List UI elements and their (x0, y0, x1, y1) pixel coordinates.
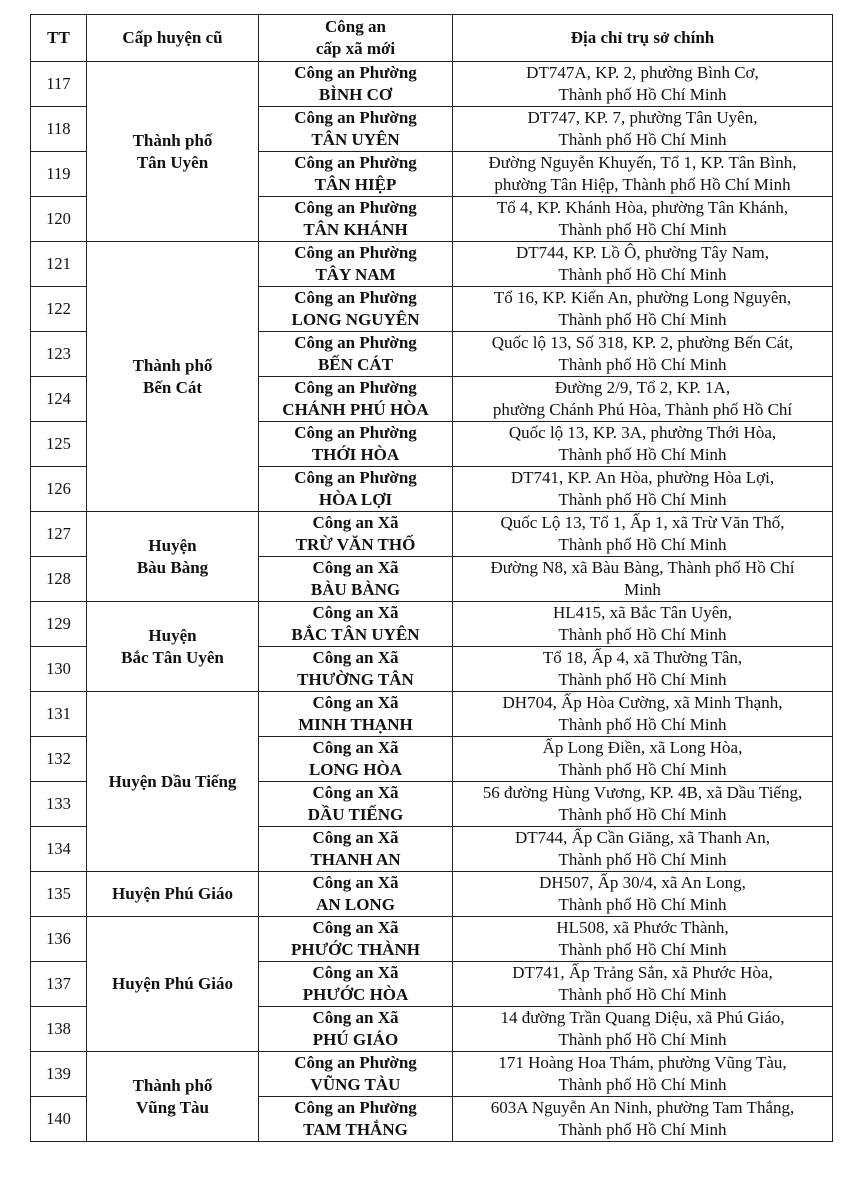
headquarters-address-cell (453, 1052, 833, 1097)
table-row (31, 242, 833, 287)
commune-name: THỚI HÒA (311, 445, 400, 464)
row-number: 133 (31, 782, 87, 827)
address-line: HL415, xã Bắc Tân Uyên, (552, 603, 733, 622)
commune-police-type: Công an Phường (294, 198, 417, 217)
commune-name: CHÁNH PHÚ HÒA (282, 400, 429, 419)
headquarters-address-cell (453, 917, 833, 962)
old-district-name: Huyện Phú Giáo (112, 974, 233, 993)
commune-name: BÌNH CƠ (318, 85, 393, 104)
commune-police-type: Công an Phường (294, 423, 417, 442)
address-line: 14 đường Trần Quang Diệu, xã Phú Giáo, (500, 1008, 785, 1027)
headquarters-address-cell (453, 152, 833, 197)
headquarters-address-cell (453, 512, 833, 557)
new-commune-police-cell (259, 1052, 453, 1097)
address-line: Quốc lộ 13, Số 318, KP. 2, phường Bến Cát, (491, 333, 794, 352)
address-line: Thành phố Hồ Chí Minh (558, 895, 727, 914)
commune-police-type: Công an Phường (294, 378, 417, 397)
address-line: Thành phố Hồ Chí Minh (558, 1120, 727, 1139)
commune-police-type: Công an Phường (294, 288, 417, 307)
commune-police-type: Công an Xã (312, 918, 399, 937)
row-number: 119 (31, 152, 87, 197)
commune-name: HÒA LỢI (318, 490, 393, 509)
address-line: DH507, Ấp 30/4, xã An Long, (539, 873, 746, 892)
row-number: 136 (31, 917, 87, 962)
new-commune-police-cell (259, 782, 453, 827)
address-line: DT744, KP. Lồ Ô, phường Tây Nam, (515, 243, 770, 262)
commune-name: PHƯỚC THÀNH (291, 940, 420, 959)
commune-police-type: Công an Phường (294, 63, 417, 82)
table-row (31, 872, 833, 917)
new-commune-police-cell (259, 62, 453, 107)
address-line: Thành phố Hồ Chí Minh (558, 670, 727, 689)
address-line: Thành phố Hồ Chí Minh (558, 805, 727, 824)
address-line: Thành phố Hồ Chí Minh (558, 1030, 727, 1049)
headquarters-address-cell (453, 287, 833, 332)
new-commune-police-cell (259, 557, 453, 602)
address-line: Thành phố Hồ Chí Minh (558, 490, 727, 509)
address-line: Thành phố Hồ Chí Minh (558, 1075, 727, 1094)
old-district-cell (87, 917, 259, 1052)
address-line: Đường Nguyễn Khuyến, Tổ 1, KP. Tân Bình, (488, 153, 797, 172)
address-line: HL508, xã Phước Thành, (556, 918, 729, 937)
address-line: Tổ 16, KP. Kiến An, phường Long Nguyên, (493, 288, 792, 307)
old-district-cell (87, 242, 259, 512)
address-line: Thành phố Hồ Chí Minh (558, 715, 727, 734)
address-line: DT741, KP. An Hòa, phường Hòa Lợi, (510, 468, 775, 487)
commune-police-type: Công an Xã (312, 738, 399, 757)
commune-name: THANH AN (310, 850, 401, 869)
old-district-name: Huyện Dầu Tiếng (108, 771, 237, 791)
address-line: Thành phố Hồ Chí Minh (558, 625, 727, 644)
commune-police-type: Công an Xã (312, 558, 399, 577)
commune-police-type: Công an Xã (312, 513, 399, 532)
commune-police-type: Công an Xã (312, 828, 399, 847)
new-commune-police-cell (259, 962, 453, 1007)
address-line: Thành phố Hồ Chí Minh (558, 220, 727, 239)
old-district-cell (87, 1052, 259, 1142)
commune-police-type: Công an Phường (294, 468, 417, 487)
row-number: 138 (31, 1007, 87, 1052)
row-number: 134 (31, 827, 87, 872)
new-commune-police-cell (259, 377, 453, 422)
row-number: 117 (31, 62, 87, 107)
address-line: DT744, Ấp Cần Giăng, xã Thanh An, (514, 828, 771, 847)
commune-name: PHÚ GIÁO (312, 1030, 399, 1049)
commune-name: DẦU TIẾNG (307, 805, 404, 824)
new-commune-police-cell (259, 647, 453, 692)
table-header-row (31, 15, 833, 62)
row-number: 130 (31, 647, 87, 692)
new-commune-police-cell (259, 107, 453, 152)
address-line: phường Chánh Phú Hòa, Thành phố Hồ Chí (492, 400, 793, 419)
new-commune-police-cell (259, 602, 453, 647)
headquarters-address-cell (453, 1007, 833, 1052)
police-address-table-container (30, 14, 832, 1142)
commune-name: TAM THẮNG (303, 1120, 408, 1139)
address-line: Quốc Lộ 13, Tổ 1, Ấp 1, xã Trừ Văn Thố, (500, 513, 785, 532)
commune-police-type: Công an Xã (312, 648, 399, 667)
headquarters-address-cell (453, 782, 833, 827)
old-district-name: Bàu Bàng (136, 557, 209, 577)
address-line: Quốc lộ 13, KP. 3A, phường Thới Hòa, (508, 423, 777, 442)
old-district-name: Bắc Tân Uyên (121, 647, 224, 667)
address-line: DT747A, KP. 2, phường Bình Cơ, (526, 63, 759, 82)
old-district-name: Vũng Tàu (136, 1097, 209, 1117)
commune-name: PHƯỚC HÒA (302, 985, 409, 1004)
headquarters-address-cell (453, 107, 833, 152)
headquarters-address-cell (453, 557, 833, 602)
table-row (31, 512, 833, 557)
table-row (31, 602, 833, 647)
row-number: 139 (31, 1052, 87, 1097)
commune-name: THƯỜNG TÂN (297, 670, 414, 689)
old-district-name: Huyện Phú Giáo (112, 884, 233, 903)
address-line: Ấp Long Điền, xã Long Hòa, (542, 738, 743, 757)
headquarters-address-cell (453, 602, 833, 647)
headquarters-address-cell (453, 962, 833, 1007)
address-line: 171 Hoàng Hoa Thám, phường Vũng Tàu, (498, 1053, 787, 1072)
commune-police-type: Công an Phường (294, 333, 417, 352)
commune-name: BẮC TÂN UYÊN (291, 625, 420, 644)
headquarters-address-cell (453, 422, 833, 467)
headquarters-address-cell (453, 197, 833, 242)
commune-police-type: Công an Xã (312, 963, 399, 982)
row-number: 123 (31, 332, 87, 377)
headquarters-address-cell (453, 467, 833, 512)
row-number: 121 (31, 242, 87, 287)
address-line: 603A Nguyễn An Ninh, phường Tam Thắng, (490, 1098, 795, 1117)
commune-name: TRỪ VĂN THỐ (295, 535, 416, 554)
commune-name: TÂN KHÁNH (303, 220, 408, 239)
address-line: DT741, Ấp Trảng Sắn, xã Phước Hòa, (512, 963, 773, 982)
commune-name: AN LONG (316, 895, 395, 914)
new-commune-police-cell (259, 287, 453, 332)
old-district-cell (87, 692, 259, 872)
new-commune-police-cell (259, 332, 453, 377)
new-commune-police-cell (259, 917, 453, 962)
new-commune-police-cell (259, 152, 453, 197)
header-commune-line2: cấp xã mới (315, 39, 396, 58)
row-number: 132 (31, 737, 87, 782)
headquarters-address-cell (453, 692, 833, 737)
row-number: 125 (31, 422, 87, 467)
address-line: Thành phố Hồ Chí Minh (558, 760, 727, 779)
old-district-name: Thành phố (132, 1075, 213, 1095)
row-number: 135 (31, 872, 87, 917)
old-district-cell (87, 602, 259, 692)
old-district-cell (87, 512, 259, 602)
commune-police-type: Công an Phường (294, 243, 417, 262)
commune-police-type: Công an Xã (312, 693, 399, 712)
address-line: Thành phố Hồ Chí Minh (558, 130, 727, 149)
old-district-cell (87, 872, 259, 917)
new-commune-police-cell (259, 1007, 453, 1052)
commune-police-type: Công an Xã (312, 1008, 399, 1027)
address-line: Thành phố Hồ Chí Minh (558, 940, 727, 959)
commune-name: BẾN CÁT (317, 355, 394, 374)
row-number: 127 (31, 512, 87, 557)
old-district-cell (87, 62, 259, 242)
address-line: Thành phố Hồ Chí Minh (558, 535, 727, 554)
headquarters-address-cell (453, 242, 833, 287)
old-district-name: Thành phố (132, 130, 213, 150)
commune-name: LONG NGUYÊN (291, 310, 420, 329)
address-line: Thành phố Hồ Chí Minh (558, 355, 727, 374)
commune-police-type: Công an Xã (312, 783, 399, 802)
address-line: Tổ 18, Ấp 4, xã Thường Tân, (542, 648, 743, 667)
new-commune-police-cell (259, 467, 453, 512)
commune-name: MINH THẠNH (298, 715, 413, 734)
row-number: 137 (31, 962, 87, 1007)
commune-name: TÂN UYÊN (311, 130, 400, 149)
table-row (31, 62, 833, 107)
commune-police-type: Công an Xã (312, 873, 399, 892)
headquarters-address-cell (453, 647, 833, 692)
address-line: Thành phố Hồ Chí Minh (558, 850, 727, 869)
address-line: DT747, KP. 7, phường Tân Uyên, (527, 108, 758, 127)
address-line: Thành phố Hồ Chí Minh (558, 310, 727, 329)
headquarters-address-cell (453, 332, 833, 377)
headquarters-address-cell (453, 827, 833, 872)
new-commune-police-cell (259, 692, 453, 737)
new-commune-police-cell (259, 197, 453, 242)
new-commune-police-cell (259, 422, 453, 467)
commune-police-type: Công an Phường (294, 108, 417, 127)
header-commune-line1: Công an (325, 17, 386, 36)
old-district-name: Huyện (148, 625, 197, 645)
new-commune-police-cell (259, 1097, 453, 1142)
address-line: Tổ 4, KP. Khánh Hòa, phường Tân Khánh, (496, 198, 789, 217)
address-line: phường Tân Hiệp, Thành phố Hồ Chí Minh (494, 175, 791, 194)
header-tt: TT (31, 15, 87, 62)
row-number: 120 (31, 197, 87, 242)
row-number: 126 (31, 467, 87, 512)
row-number: 124 (31, 377, 87, 422)
address-line: Thành phố Hồ Chí Minh (558, 445, 727, 464)
police-address-table (30, 14, 833, 1142)
commune-name: LONG HÒA (308, 760, 403, 779)
old-district-name: Tân Uyên (136, 152, 209, 172)
row-number: 118 (31, 107, 87, 152)
commune-name: BÀU BÀNG (310, 580, 401, 599)
headquarters-address-cell (453, 872, 833, 917)
headquarters-address-cell (453, 1097, 833, 1142)
new-commune-police-cell (259, 827, 453, 872)
row-number: 129 (31, 602, 87, 647)
address-line: Đường 2/9, Tổ 2, KP. 1A, (554, 378, 731, 397)
new-commune-police-cell (259, 512, 453, 557)
headquarters-address-cell (453, 737, 833, 782)
commune-name: TÂN HIỆP (314, 175, 397, 194)
header-commune (259, 15, 453, 62)
commune-police-type: Công an Phường (294, 153, 417, 172)
address-line: 56 đường Hùng Vương, KP. 4B, xã Dầu Tiếng, (482, 783, 803, 802)
new-commune-police-cell (259, 242, 453, 287)
commune-police-type: Công an Phường (294, 1098, 417, 1117)
commune-name: TÂY NAM (315, 265, 396, 284)
address-line: Thành phố Hồ Chí Minh (558, 985, 727, 1004)
address-line: Thành phố Hồ Chí Minh (558, 265, 727, 284)
address-line: Đường N8, xã Bàu Bàng, Thành phố Hồ Chí (490, 558, 795, 577)
row-number: 128 (31, 557, 87, 602)
new-commune-police-cell (259, 737, 453, 782)
old-district-name: Thành phố (132, 355, 213, 375)
row-number: 140 (31, 1097, 87, 1142)
table-body (31, 62, 833, 1142)
table-row (31, 692, 833, 737)
new-commune-police-cell (259, 872, 453, 917)
commune-name: VŨNG TÀU (310, 1075, 401, 1094)
address-line: Minh (624, 580, 661, 599)
row-number: 122 (31, 287, 87, 332)
address-line: Thành phố Hồ Chí Minh (558, 85, 727, 104)
commune-police-type: Công an Phường (294, 1053, 417, 1072)
address-line: DH704, Ấp Hòa Cường, xã Minh Thạnh, (502, 693, 783, 712)
row-number: 131 (31, 692, 87, 737)
headquarters-address-cell (453, 377, 833, 422)
table-row (31, 917, 833, 962)
table-row (31, 1052, 833, 1097)
header-address: Địa chỉ trụ sở chính (453, 15, 833, 62)
old-district-name: Huyện (148, 535, 197, 555)
headquarters-address-cell (453, 62, 833, 107)
commune-police-type: Công an Xã (312, 603, 399, 622)
header-district: Cấp huyện cũ (87, 15, 259, 62)
old-district-name: Bến Cát (142, 377, 203, 397)
